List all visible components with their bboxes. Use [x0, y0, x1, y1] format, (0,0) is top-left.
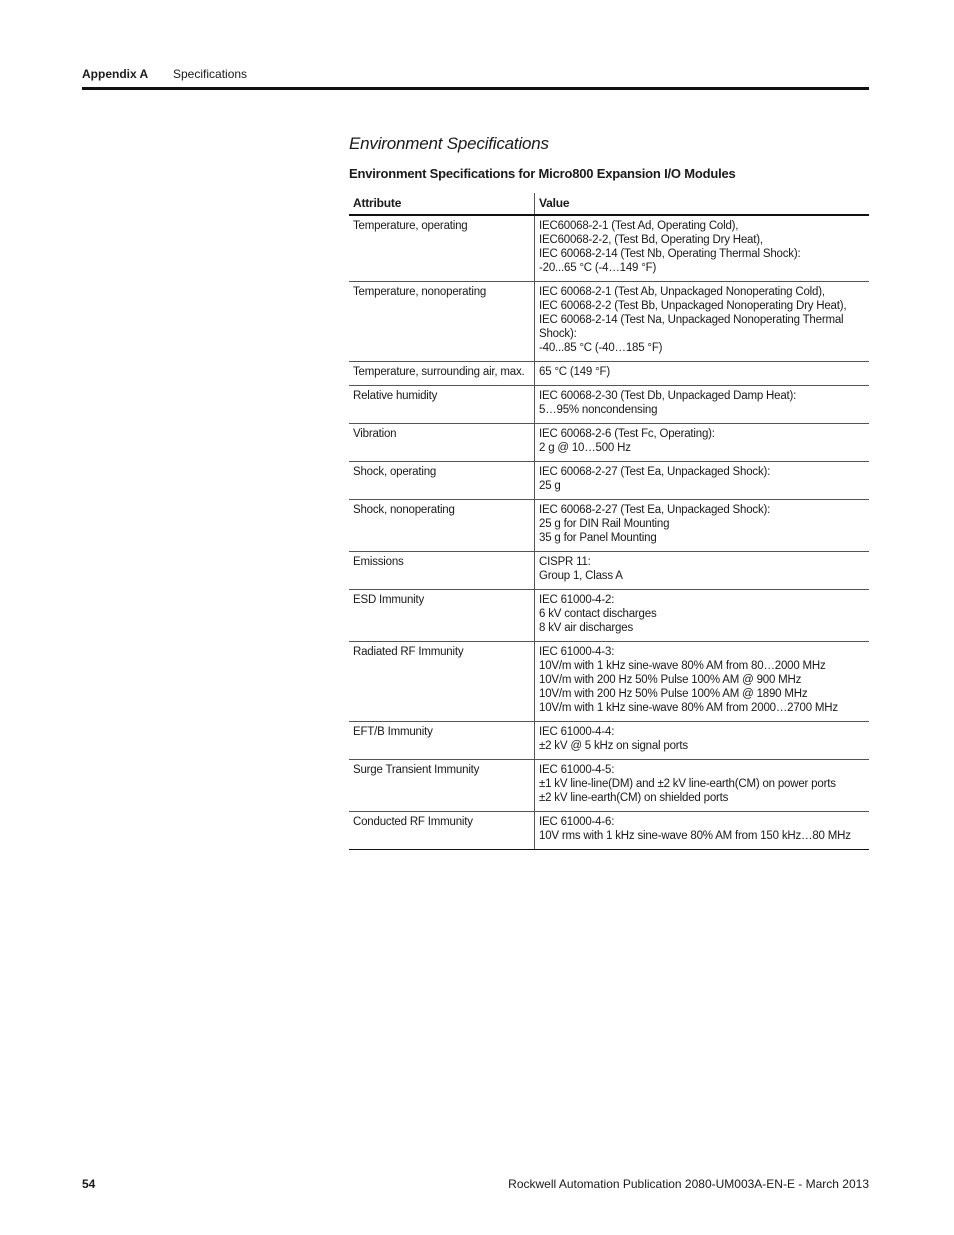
value-cell [535, 282, 870, 362]
value-line: Group 1, Class A [539, 570, 623, 582]
value-line: 10V rms with 1 kHz sine-wave 80% AM from 150 kHz…80 MHz [539, 830, 851, 842]
value-cell [535, 760, 870, 812]
value-line: IEC60068-2-1 (Test Ad, Operating Cold), [539, 220, 739, 232]
attribute-cell: Shock, operating [349, 462, 535, 500]
value-line: IEC 61000-4-5: [539, 764, 615, 776]
value-line: IEC 60068-2-30 (Test Db, Unpackaged Damp Heat): [539, 390, 797, 402]
attribute-cell: EFT/B Immunity [349, 722, 535, 760]
value-cell [535, 812, 870, 850]
table-body [349, 215, 869, 850]
table-row [349, 642, 869, 722]
page-header [82, 66, 869, 90]
attribute-cell: Radiated RF Immunity [349, 642, 535, 722]
value-line: ±2 kV line-earth(CM) on shielded ports [539, 792, 729, 804]
table-row [349, 722, 869, 760]
section-label: Specifications [173, 67, 248, 81]
value-cell [535, 500, 870, 552]
value-line: IEC 60068-2-14 (Test Nb, Operating Thermal Shock): [539, 248, 801, 260]
value-line: IEC 61000-4-4: [539, 726, 615, 738]
value-cell [535, 386, 870, 424]
value-line: IEC 60068-2-2 (Test Bb, Unpackaged Nonoperating Dry Heat), [539, 300, 847, 312]
table-row [349, 282, 869, 362]
value-line: ±1 kV line-line(DM) and ±2 kV line-earth(CM) on power ports [539, 778, 836, 790]
value-line: 6 kV contact discharges [539, 608, 657, 620]
value-cell [535, 552, 870, 590]
value-line: IEC 61000-4-3: [539, 646, 615, 658]
table-row [349, 760, 869, 812]
table-title: Environment Specifications for Micro800 Expansion I/O Modules [349, 166, 736, 181]
column-header-attribute: Attribute [349, 193, 535, 215]
page-number: 54 [82, 1177, 96, 1191]
value-line: IEC 60068-2-14 (Test Na, Unpackaged Nonoperating Thermal Shock): [539, 314, 844, 340]
value-line: ±2 kV @ 5 kHz on signal ports [539, 740, 688, 752]
attribute-cell: Surge Transient Immunity [349, 760, 535, 812]
value-cell [535, 590, 870, 642]
appendix-label: Appendix A [82, 67, 149, 81]
value-line: IEC 61000-4-6: [539, 816, 615, 828]
table-row [349, 462, 869, 500]
column-header-value: Value [535, 193, 870, 215]
value-line: IEC 61000-4-2: [539, 594, 615, 606]
attribute-cell: Shock, nonoperating [349, 500, 535, 552]
publication-info: Rockwell Automation Publication 2080-UM003A-EN-E - March 2013 [508, 1177, 869, 1191]
value-line: 25 g for DIN Rail Mounting [539, 518, 670, 530]
value-line: 10V/m with 1 kHz sine-wave 80% AM from 2000…2700 MHz [539, 702, 838, 714]
table-header-row [349, 193, 869, 215]
value-line: 10V/m with 200 Hz 50% Pulse 100% AM @ 1890 MHz [539, 688, 808, 700]
section-title: Environment Specifications [349, 134, 549, 153]
value-cell [535, 462, 870, 500]
table-row [349, 552, 869, 590]
value-line: 5…95% noncondensing [539, 404, 658, 416]
value-cell [535, 424, 870, 462]
value-line: -20...65 °C (-4…149 °F) [539, 262, 657, 274]
table-row [349, 386, 869, 424]
value-line: 25 g [539, 480, 561, 492]
attribute-cell: Emissions [349, 552, 535, 590]
value-cell [535, 362, 870, 386]
value-line: 35 g for Panel Mounting [539, 532, 657, 544]
value-line: CISPR 11: [539, 556, 591, 568]
table-row [349, 500, 869, 552]
value-line: 65 °C (149 °F) [539, 366, 610, 378]
value-line: IEC 60068-2-6 (Test Fc, Operating): [539, 428, 715, 440]
attribute-cell: Vibration [349, 424, 535, 462]
attribute-cell: Relative humidity [349, 386, 535, 424]
value-line: 10V/m with 200 Hz 50% Pulse 100% AM @ 900 MHz [539, 674, 802, 686]
value-cell [535, 722, 870, 760]
value-line: -40...85 °C (-40…185 °F) [539, 342, 663, 354]
attribute-cell: Temperature, operating [349, 215, 535, 282]
table-row [349, 362, 869, 386]
value-line: IEC 60068-2-27 (Test Ea, Unpackaged Shock): [539, 504, 771, 516]
value-line: 10V/m with 1 kHz sine-wave 80% AM from 80…2000 MHz [539, 660, 826, 672]
value-line: 2 g @ 10…500 Hz [539, 442, 631, 454]
table-row [349, 424, 869, 462]
value-line: IEC60068-2-2, (Test Bd, Operating Dry Heat), [539, 234, 763, 246]
attribute-cell: ESD Immunity [349, 590, 535, 642]
attribute-cell: Temperature, nonoperating [349, 282, 535, 362]
table-row [349, 215, 869, 282]
attribute-cell: Temperature, surrounding air, max. [349, 362, 535, 386]
value-cell [535, 642, 870, 722]
attribute-cell: Conducted RF Immunity [349, 812, 535, 850]
value-line: IEC 60068-2-27 (Test Ea, Unpackaged Shock): [539, 466, 771, 478]
value-line: 8 kV air discharges [539, 622, 633, 634]
table-row [349, 812, 869, 850]
environment-specifications-table [349, 193, 869, 850]
table-row [349, 590, 869, 642]
value-cell [535, 215, 870, 282]
value-line: IEC 60068-2-1 (Test Ab, Unpackaged Nonoperating Cold), [539, 286, 825, 298]
